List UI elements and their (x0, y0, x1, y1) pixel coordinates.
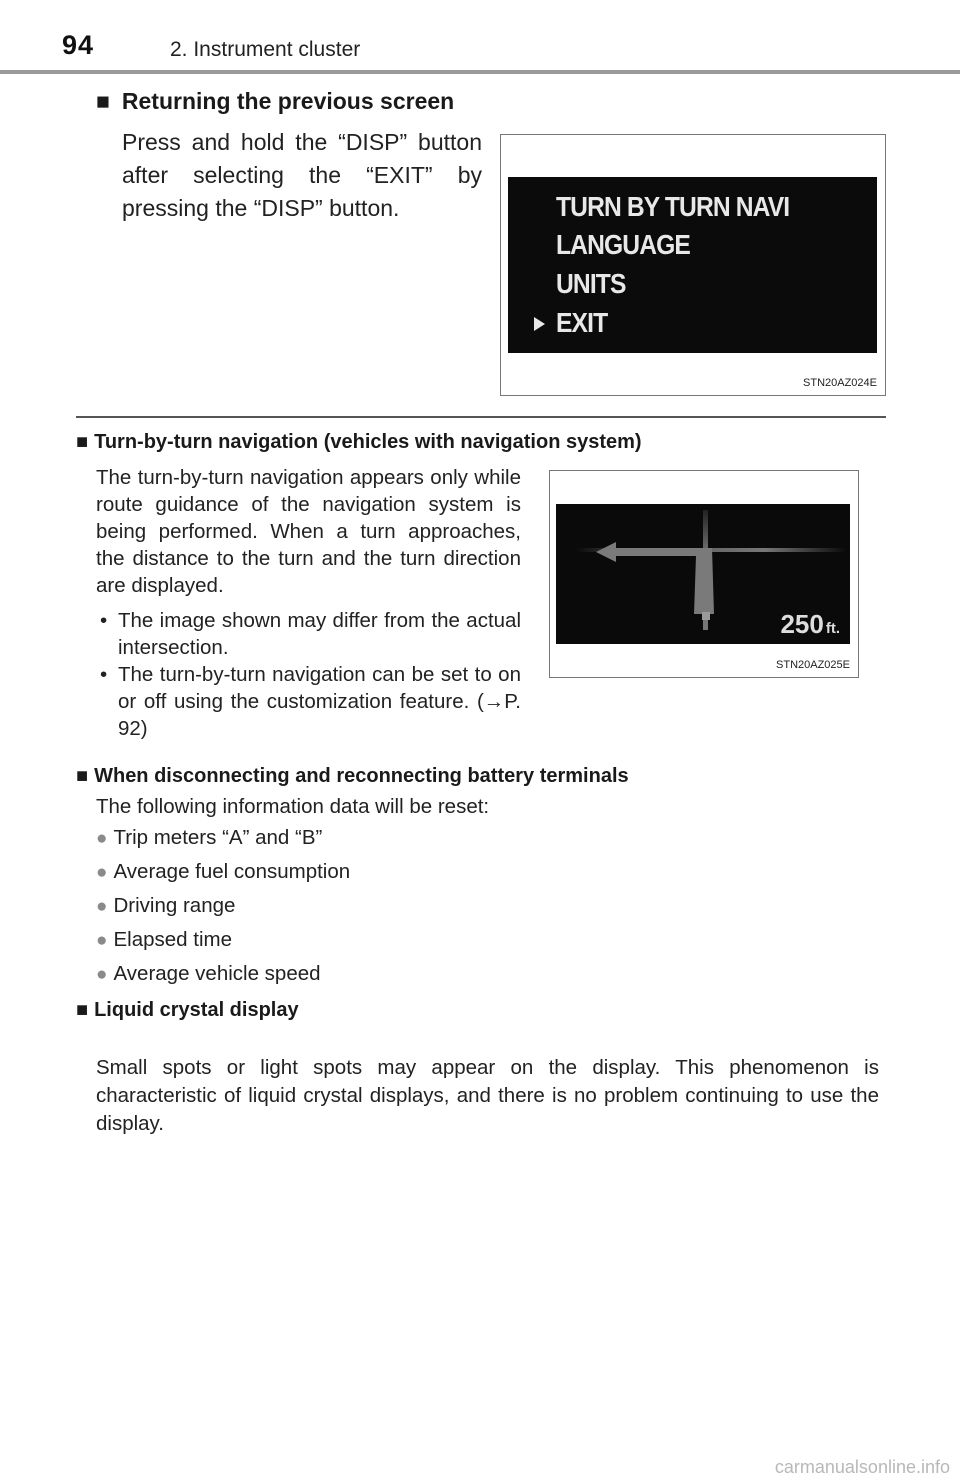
list-item-text: Driving range (113, 894, 236, 917)
figure-turn-navigation (549, 470, 859, 678)
section-battery-title-text: When disconnecting and reconnecting battery terminals (94, 765, 629, 787)
section-lcd-title-text: Liquid crystal display (94, 999, 299, 1021)
section-lcd-title (76, 999, 299, 1022)
section-lcd-body: Small spots or light spots may appear on the display. This phenomenon is characteristic of liquid crystal displays, and there is no problem continuing to use the display. (96, 1056, 879, 1135)
menu-item-units: UNITS (556, 268, 626, 299)
list-item-text: Trip meters “A” and “B” (113, 826, 323, 849)
turn-distance-value: 250 (780, 609, 824, 639)
section-divider (76, 416, 886, 418)
bullet-dot-icon: ● (96, 862, 108, 883)
section-turn-bullets (96, 607, 521, 742)
watermark: carmanualsonline.info (774, 1457, 950, 1477)
current-position-icon (702, 612, 710, 620)
figure-menu-screen (500, 134, 886, 396)
header-rule (0, 70, 960, 74)
section-turn-title (76, 431, 642, 454)
selection-cursor-icon (534, 317, 545, 331)
route-arrow-icon (596, 542, 714, 614)
list-item-text: Average vehicle speed (113, 962, 321, 985)
list-item: • The turn-by-turn navigation can be set to on or off using the customization feature. (→P. 92) (96, 661, 521, 742)
menu-item-navi: TURN BY TURN NAVI (556, 191, 790, 222)
bullet-dot-icon: ● (96, 964, 108, 985)
section-turn-title-text: Turn-by-turn navigation (vehicles with navigation system) (94, 431, 642, 453)
section-returning-title-text: Returning the previous screen (121, 88, 455, 114)
section-marker: ■ (76, 431, 89, 453)
bullet-dot-icon: ● (96, 930, 108, 951)
list-item-text: Average fuel consumption (113, 860, 351, 883)
section-returning-title (96, 88, 454, 115)
list-item-text: Elapsed time (113, 928, 232, 951)
section-marker: ■ (96, 88, 110, 114)
display-screen (508, 177, 877, 353)
menu-item-language: LANGUAGE (556, 229, 690, 260)
list-item: • The image shown may differ from the actual intersection. (96, 607, 521, 661)
list-item (96, 826, 322, 850)
list-item (96, 962, 321, 986)
chapter-title: 2. Instrument cluster (170, 38, 361, 61)
section-turn-body: The turn-by-turn navigation appears only while route guidance of the navigation system is being performed. When a turn approaches, the distance to the turn and the turn direction are displayed. (96, 466, 521, 597)
section-returning-body: Press and hold the “DISP” button after selecting the “EXIT” by pressing the “DISP” button. (122, 129, 482, 221)
section-marker: ■ (76, 999, 89, 1021)
bullet-dot-icon: ● (96, 828, 108, 849)
section-battery-title (76, 765, 629, 788)
section-turn-text (96, 464, 521, 742)
page-number: 94 (62, 30, 95, 60)
figure-code: STN20AZ025E (776, 659, 850, 671)
figure-code: STN20AZ024E (803, 377, 877, 389)
turn-distance-unit: ft. (825, 620, 840, 637)
bullet-dot-icon: ● (96, 896, 108, 917)
section-marker: ■ (76, 765, 89, 787)
display-screen (556, 504, 850, 644)
list-item (96, 928, 232, 952)
list-item (96, 860, 350, 884)
section-battery-intro: The following information data will be reset: (96, 795, 490, 818)
list-item (96, 894, 235, 918)
turn-distance (780, 609, 840, 640)
page-header (0, 0, 960, 74)
menu-item-exit: EXIT (556, 307, 608, 338)
